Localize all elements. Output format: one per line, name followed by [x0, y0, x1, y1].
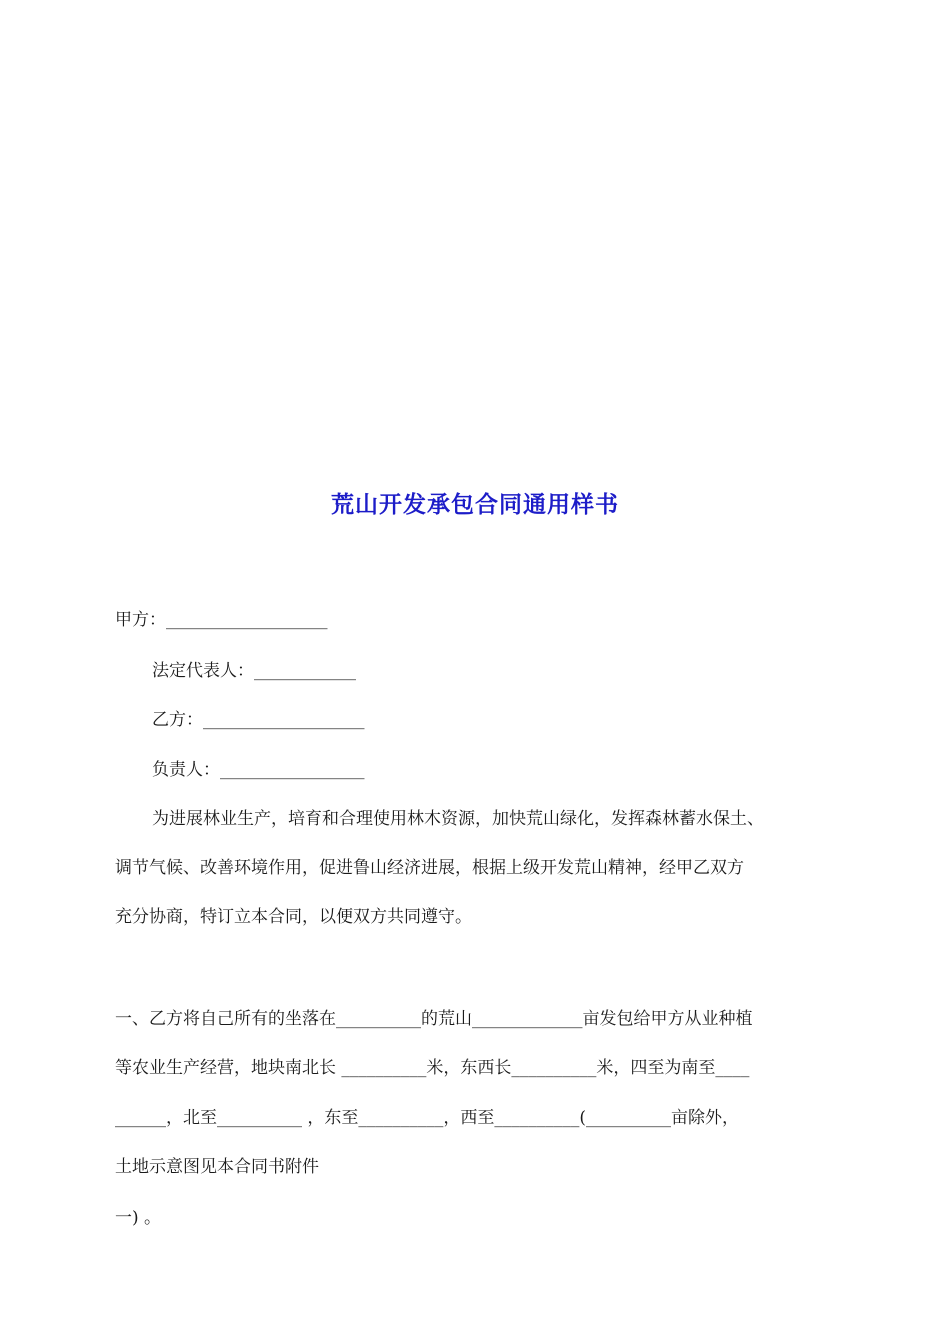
- party-a-line: 甲方：___________________: [115, 610, 328, 630]
- clause-1-line-4: 土地示意图见本合同书附件: [115, 1157, 319, 1177]
- preamble-line-3: 充分协商，特订立本合同，以便双方共同遵守。: [115, 907, 472, 927]
- responsible-person-line: 负责人：_________________: [152, 760, 365, 780]
- party-b-line: 乙方：___________________: [152, 710, 365, 730]
- clause-1-line-1: 一、乙方将自己所有的坐落在__________的荒山_____________亩发包给甲方从业种植: [115, 1009, 753, 1029]
- preamble-line-2: 调节气候、改善环境作用，促进鲁山经济进展，根据上级开发荒山精神，经甲乙双方: [115, 858, 744, 878]
- legal-representative-line: 法定代表人：____________: [152, 661, 356, 681]
- clause-1-line-2: 等农业生产经营，地块南北长 __________米，东西长__________米，四至为南至____: [115, 1058, 750, 1078]
- clause-1-line-5: 一) 。: [115, 1208, 162, 1228]
- preamble-line-1: 为进展林业生产，培育和合理使用林木资源，加快荒山绿化，发挥森林蓄水保土、: [152, 809, 764, 829]
- document-title: 荒山开发承包合同通用样书: [331, 492, 619, 518]
- clause-1-line-3: ______，北至__________ ，东至__________，西至__________(__________亩除外，: [115, 1108, 740, 1128]
